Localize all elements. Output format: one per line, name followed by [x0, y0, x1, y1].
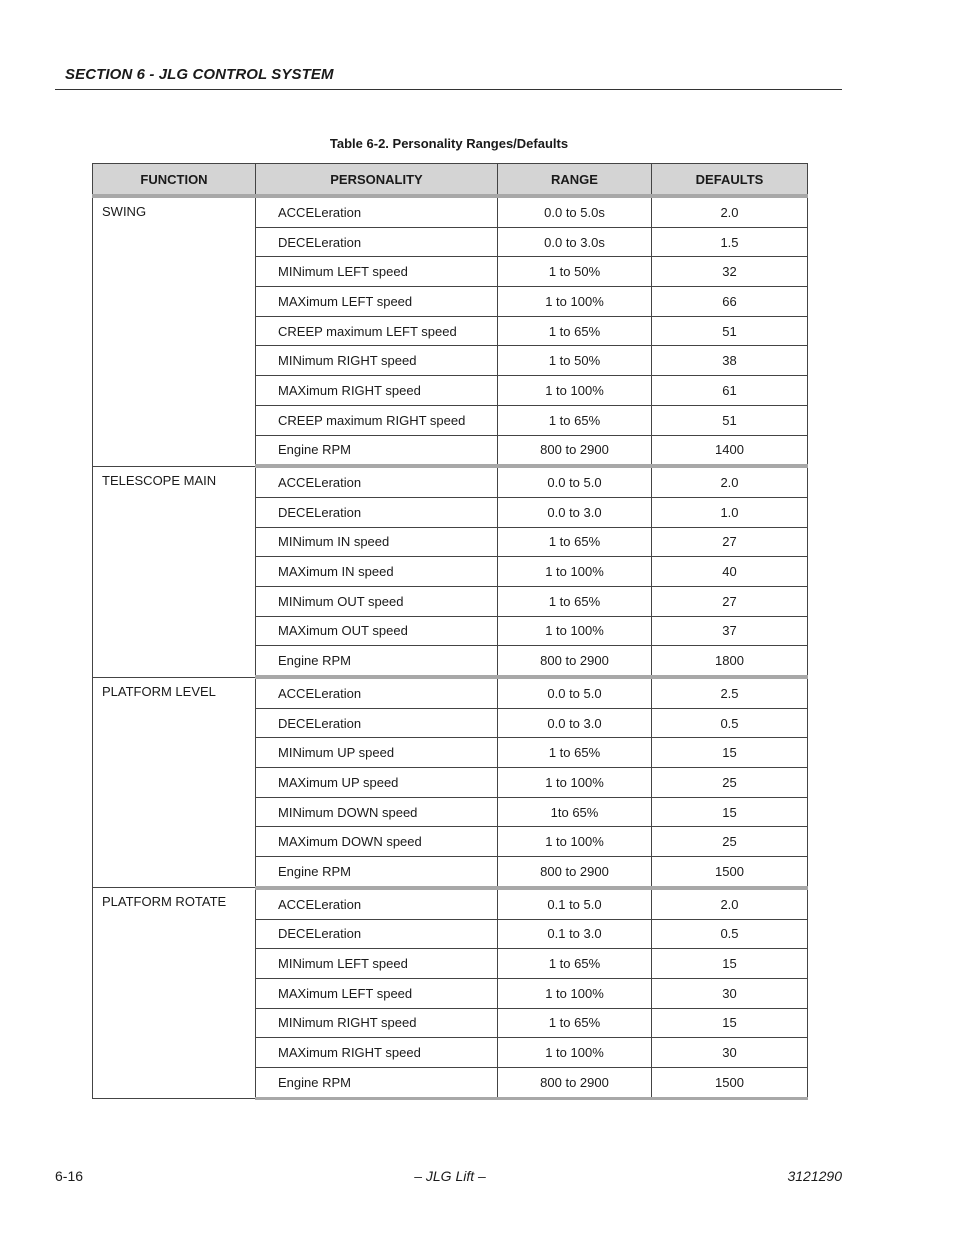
- table-row: [93, 888, 808, 919]
- range-cell: 0.0 to 5.0: [498, 466, 652, 497]
- range-cell: 0.1 to 5.0: [498, 888, 652, 919]
- default-cell: 15: [652, 797, 808, 827]
- column-header-range: RANGE: [498, 164, 652, 197]
- default-cell: 1.5: [652, 227, 808, 257]
- personality-cell: MAXimum LEFT speed: [256, 287, 498, 317]
- table-row: [93, 677, 808, 708]
- range-cell: 1 to 65%: [498, 586, 652, 616]
- personality-cell: DECELeration: [256, 497, 498, 527]
- default-cell: 25: [652, 768, 808, 798]
- section-header: [55, 64, 842, 90]
- personality-cell: MINimum UP speed: [256, 738, 498, 768]
- range-cell: 1 to 100%: [498, 376, 652, 406]
- range-cell: 1 to 50%: [498, 346, 652, 376]
- range-cell: 1 to 65%: [498, 1008, 652, 1038]
- default-cell: 0.5: [652, 708, 808, 738]
- default-cell: 30: [652, 978, 808, 1008]
- default-cell: 1500: [652, 1067, 808, 1098]
- default-cell: 1500: [652, 857, 808, 888]
- range-cell: 0.0 to 5.0s: [498, 196, 652, 227]
- range-cell: 1 to 100%: [498, 827, 652, 857]
- default-cell: 2.0: [652, 888, 808, 919]
- default-cell: 1.0: [652, 497, 808, 527]
- personality-cell: MINimum DOWN speed: [256, 797, 498, 827]
- default-cell: 0.5: [652, 919, 808, 949]
- personality-cell: Engine RPM: [256, 435, 498, 466]
- range-cell: 1 to 100%: [498, 557, 652, 587]
- column-header-function: FUNCTION: [93, 164, 256, 197]
- range-cell: 1 to 100%: [498, 1038, 652, 1068]
- column-header-personality: PERSONALITY: [256, 164, 498, 197]
- default-cell: 51: [652, 405, 808, 435]
- range-cell: 1 to 65%: [498, 527, 652, 557]
- personality-cell: MAXimum LEFT speed: [256, 978, 498, 1008]
- personality-cell: CREEP maximum LEFT speed: [256, 316, 498, 346]
- personality-table: [92, 163, 808, 1100]
- default-cell: 1800: [652, 646, 808, 677]
- default-cell: 15: [652, 949, 808, 979]
- table-body: [93, 196, 808, 1098]
- default-cell: 38: [652, 346, 808, 376]
- table-caption: Table 6-2. Personality Ranges/Defaults: [329, 136, 569, 151]
- personality-cell: MAXimum DOWN speed: [256, 827, 498, 857]
- personality-cell: MINimum LEFT speed: [256, 257, 498, 287]
- default-cell: 15: [652, 738, 808, 768]
- default-cell: 15: [652, 1008, 808, 1038]
- personality-cell: ACCELeration: [256, 677, 498, 708]
- personality-cell: MAXimum IN speed: [256, 557, 498, 587]
- default-cell: 40: [652, 557, 808, 587]
- section-title: SECTION 6 - JLG CONTROL SYSTEM: [65, 66, 334, 83]
- default-cell: 1400: [652, 435, 808, 466]
- personality-cell: MINimum IN speed: [256, 527, 498, 557]
- range-cell: 0.1 to 3.0: [498, 919, 652, 949]
- default-cell: 2.5: [652, 677, 808, 708]
- range-cell: 1 to 100%: [498, 616, 652, 646]
- range-cell: 1 to 65%: [498, 316, 652, 346]
- personality-cell: MAXimum UP speed: [256, 768, 498, 798]
- personality-cell: MINimum OUT speed: [256, 586, 498, 616]
- default-cell: 2.0: [652, 466, 808, 497]
- personality-cell: Engine RPM: [256, 1067, 498, 1098]
- range-cell: 0.0 to 3.0: [498, 708, 652, 738]
- table-row: [93, 196, 808, 227]
- personality-cell: MINimum RIGHT speed: [256, 1008, 498, 1038]
- default-cell: 66: [652, 287, 808, 317]
- range-cell: 1 to 65%: [498, 405, 652, 435]
- range-cell: 1 to 100%: [498, 768, 652, 798]
- range-cell: 1 to 100%: [498, 978, 652, 1008]
- range-cell: 0.0 to 5.0: [498, 677, 652, 708]
- range-cell: 1 to 50%: [498, 257, 652, 287]
- column-header-defaults: DEFAULTS: [652, 164, 808, 197]
- personality-cell: MINimum RIGHT speed: [256, 346, 498, 376]
- range-cell: 0.0 to 3.0: [498, 497, 652, 527]
- default-cell: 30: [652, 1038, 808, 1068]
- function-cell: SWING: [93, 196, 256, 466]
- footer-center-text: – JLG Lift –: [414, 1168, 486, 1184]
- personality-cell: CREEP maximum RIGHT speed: [256, 405, 498, 435]
- personality-cell: DECELeration: [256, 708, 498, 738]
- function-cell: PLATFORM ROTATE: [93, 888, 256, 1098]
- range-cell: 1 to 100%: [498, 287, 652, 317]
- default-cell: 51: [652, 316, 808, 346]
- table-row: [93, 466, 808, 497]
- personality-cell: MINimum LEFT speed: [256, 949, 498, 979]
- personality-cell: MAXimum RIGHT speed: [256, 376, 498, 406]
- personality-cell: DECELeration: [256, 919, 498, 949]
- range-cell: 1 to 65%: [498, 949, 652, 979]
- personality-cell: ACCELeration: [256, 196, 498, 227]
- range-cell: 800 to 2900: [498, 646, 652, 677]
- default-cell: 2.0: [652, 196, 808, 227]
- range-cell: 800 to 2900: [498, 435, 652, 466]
- personality-cell: DECELeration: [256, 227, 498, 257]
- range-cell: 800 to 2900: [498, 1067, 652, 1098]
- personality-cell: MAXimum RIGHT speed: [256, 1038, 498, 1068]
- default-cell: 27: [652, 586, 808, 616]
- default-cell: 37: [652, 616, 808, 646]
- function-cell: PLATFORM LEVEL: [93, 677, 256, 888]
- default-cell: 32: [652, 257, 808, 287]
- function-cell: TELESCOPE MAIN: [93, 466, 256, 677]
- range-cell: 1to 65%: [498, 797, 652, 827]
- footer-doc-number: 3121290: [787, 1168, 842, 1184]
- default-cell: 61: [652, 376, 808, 406]
- range-cell: 1 to 65%: [498, 738, 652, 768]
- footer-page-number: 6-16: [55, 1168, 84, 1184]
- personality-cell: Engine RPM: [256, 857, 498, 888]
- personality-cell: ACCELeration: [256, 888, 498, 919]
- personality-cell: ACCELeration: [256, 466, 498, 497]
- default-cell: 25: [652, 827, 808, 857]
- default-cell: 27: [652, 527, 808, 557]
- personality-cell: Engine RPM: [256, 646, 498, 677]
- range-cell: 800 to 2900: [498, 857, 652, 888]
- table-header-row: [93, 164, 808, 197]
- personality-cell: MAXimum OUT speed: [256, 616, 498, 646]
- range-cell: 0.0 to 3.0s: [498, 227, 652, 257]
